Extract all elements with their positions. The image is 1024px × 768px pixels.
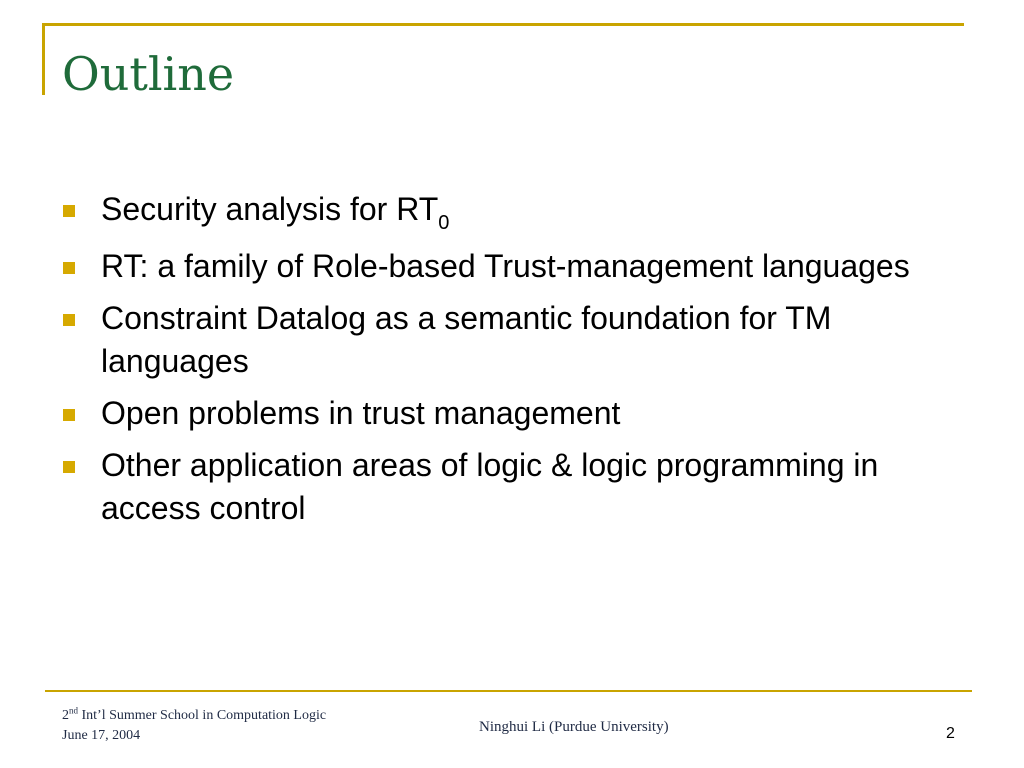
bullet-text: RT: a family of Role-based Trust-management languages (101, 248, 910, 284)
footer-author: Ninghui Li (Purdue University) (479, 719, 669, 735)
frame-top-rule (42, 23, 964, 26)
bullet-item-other-applications (63, 444, 973, 530)
bullet-text: Constraint Datalog as a semantic foundation for TM languages (101, 300, 832, 379)
footer-event-info (62, 706, 326, 746)
bullet-text: Security analysis for RT (101, 191, 439, 227)
square-bullet-icon (63, 409, 75, 421)
bullet-list (63, 188, 973, 539)
square-bullet-icon (63, 205, 75, 217)
bullet-item-open-problems (63, 392, 973, 435)
bullet-text: Other application areas of logic & logic programming in access control (101, 447, 879, 526)
square-bullet-icon (63, 262, 75, 274)
square-bullet-icon (63, 314, 75, 326)
page-number: 2 (946, 725, 955, 742)
bullet-text: Open problems in trust management (101, 395, 621, 431)
slide-title: Outline (62, 47, 235, 101)
bullet-item-rt-family (63, 245, 973, 288)
bullet-item-security-analysis (63, 188, 973, 236)
bullet-item-constraint-datalog (63, 297, 973, 383)
square-bullet-icon (63, 461, 75, 473)
frame-left-rule (42, 23, 45, 95)
bullet-subscript: 0 (438, 212, 450, 234)
footer-date: June 17, 2004 (62, 728, 141, 743)
footer-event-name: 2nd Int’l Summer School in Computation Logic (62, 705, 327, 723)
footer-rule (45, 690, 972, 692)
